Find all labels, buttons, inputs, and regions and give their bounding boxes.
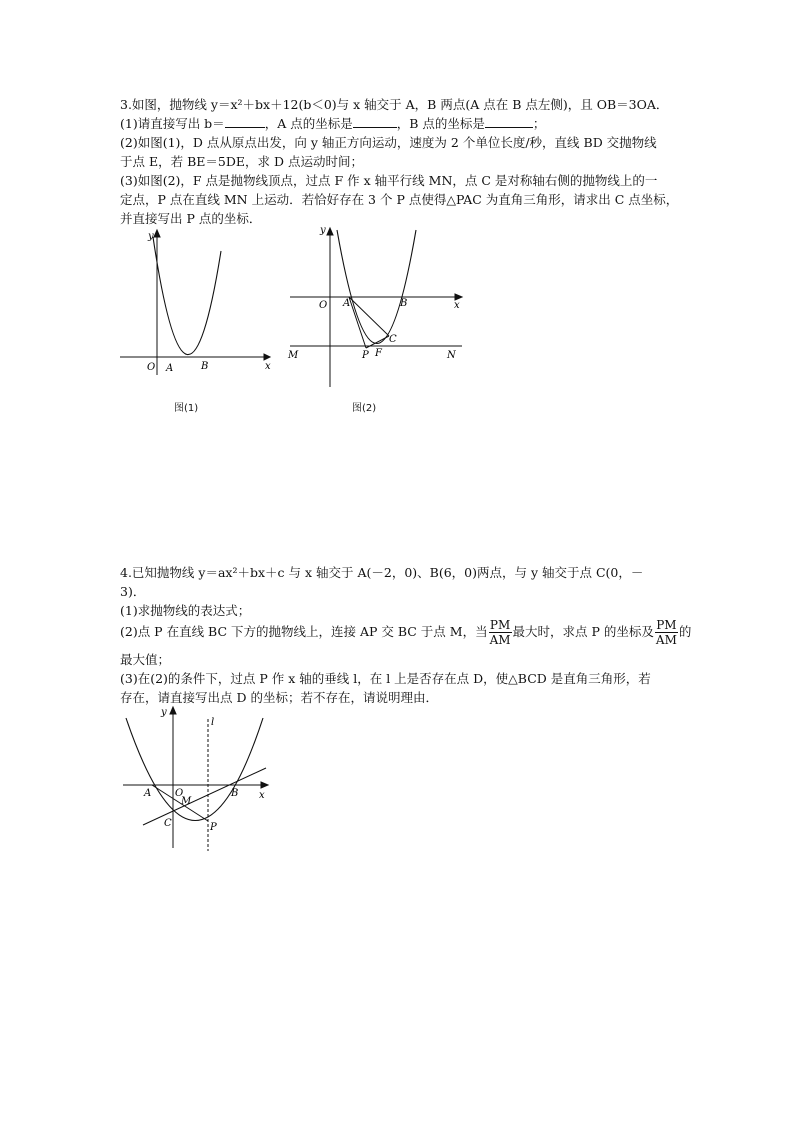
origin-label: O [319,300,328,311]
q4-part2-line1: (2)点 P 在直线 BC 下方的抛物线上，连接 AP 交 BC 于点 M，当 $\frac{PM}{AM}$ 最大时，求点 P 的坐标及 $\frac{PM}{AM}$ 的 [120,618,692,647]
answer-blank-a-coord[interactable] [353,114,397,128]
point-m-label: M [288,350,299,361]
q4-figure [118,703,278,853]
fraction-denominator: AM [489,633,511,647]
q4-part3-line1: (3)在(2)的条件下，过点 P 作 x 轴的垂线 l，在 l 上是否存在点 D，使△BCD 是直角三角形，若 [120,671,651,686]
q3-part3-line1: (3)如图(2)，F 点是抛物线顶点，过点 F 作 x 轴平行线 MN，点 C 是对称轴右侧的抛物线上的一 [120,173,658,188]
x-axis-label: x [259,790,265,801]
point-p-label: P [210,822,217,833]
y-axis-label: y [161,707,167,718]
q3-part3-line2: 定点，P 点在直线 MN 上运动．若恰好存在 3 个 P 点使得△PAC 为直角三角形，请求出 C 点坐标， [120,192,679,207]
answer-blank-b-coord[interactable] [485,114,533,128]
x-axis-label: x [265,361,271,372]
parabola [337,230,416,344]
q4-part3-line2: 存在，请直接写出点 D 的坐标；若不存在，请说明理由． [120,690,438,705]
q3-part1-text-a: (1)请直接写出 b＝ [120,116,225,131]
q3-part1 [120,114,700,133]
q3-part2-line2: 于点 E，若 BE＝5DE，求 D 点运动时间； [120,154,363,169]
q3-figure-1 [115,225,280,385]
point-c-label: C [164,818,172,829]
figure-2-caption: 图(2) [352,403,377,414]
fraction-numerator: PM [489,618,511,632]
origin-label: O [147,362,156,373]
q4-part1: (1)求抛物线的表达式； [120,603,251,618]
q4-part2-text-b: 最大时，求点 P 的坐标及 [512,624,654,639]
point-p-label: P [362,350,369,361]
q3-part3-line3: 并直接写出 P 点的坐标． [120,211,262,226]
q4-stem-line2: 3)． [120,584,146,599]
parabola [126,718,263,821]
point-b-label: B [400,298,408,309]
x-axis-arrow [261,782,268,788]
point-b-label: B [201,361,209,372]
point-c-label: C [389,334,397,345]
q3-figure-2 [282,222,472,392]
q3-stem: 3.如图，抛物线 y＝x²＋bx＋12(b＜0)与 x 轴交于 A，B 两点(A 点在 B 点左侧)，且 OB＝3OA． [120,97,669,112]
y-axis-arrow [170,707,176,714]
x-axis-label: x [454,300,460,311]
point-a-label: A [144,788,152,799]
fraction-pm-am-2 [655,618,678,647]
y-axis-arrow [327,228,333,235]
line-l-label: l [211,717,215,728]
q4-part2-line2: 最大值； [120,652,171,667]
q3-part1-text-c: ，B 点的坐标是 [396,116,485,131]
y-axis-label: y [148,231,154,242]
fraction-pm-am [489,618,512,647]
point-a-label: A [166,363,174,374]
q3-part1-text-b: ，A 点的坐标是 [264,116,353,131]
q3-part1-text-d: ； [532,116,546,131]
point-b-label: B [231,788,239,799]
point-m-label: M [181,796,192,807]
parabola [153,237,221,355]
q4-stem-line1: 4.已知抛物线 y＝ax²＋bx＋c 与 x 轴交于 A(－2，0)、B(6，0)两点，与 y 轴交于点 C(0，－ [120,565,644,580]
q4-part2-text-a: (2)点 P 在直线 BC 下方的抛物线上，连接 AP 交 BC 于点 M，当 [120,624,488,639]
y-axis-label: y [320,225,326,236]
origin-label: O [175,788,184,799]
q3-part2-line1: (2)如图(1)，D 点从原点出发，向 y 轴正方向运动，速度为 2 个单位长度/秒，直线 BD 交抛物线 [120,135,657,150]
point-a-label: A [343,298,351,309]
x-axis-arrow [264,354,270,360]
point-f-label: F [375,348,382,359]
answer-blank-b[interactable] [225,114,265,128]
figure-1-caption: 图(1) [174,403,199,414]
fraction-denominator: AM [655,633,677,647]
fraction-numerator: PM [656,618,677,632]
point-n-label: N [447,350,456,361]
y-axis-arrow [154,230,160,237]
